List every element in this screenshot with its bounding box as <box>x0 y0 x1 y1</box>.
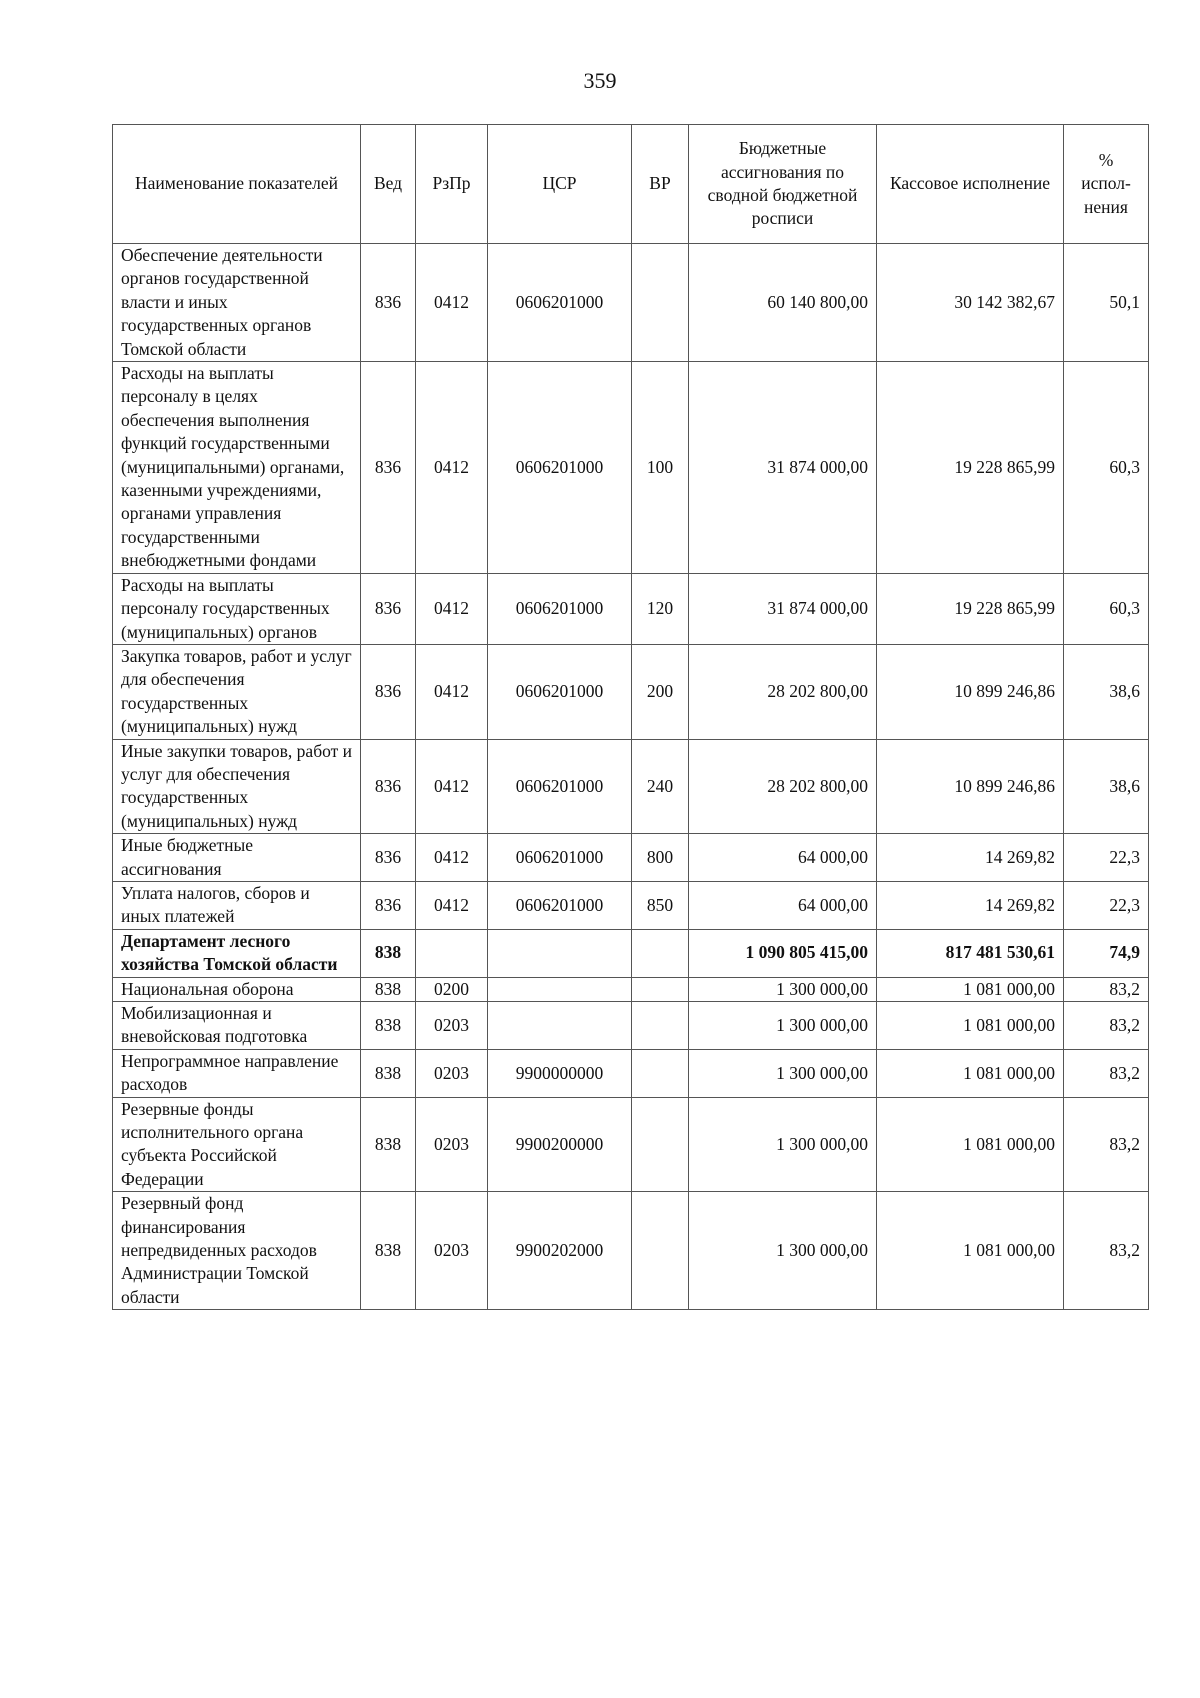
header-percent: % испол-нения <box>1064 125 1149 244</box>
page-number: 359 <box>583 68 617 93</box>
cell-cash: 19 228 865,99 <box>877 362 1064 574</box>
cell-cash: 1 081 000,00 <box>877 1097 1064 1192</box>
table-row <box>113 1049 1149 1097</box>
header-row <box>113 125 1149 244</box>
cell-cash: 1 081 000,00 <box>877 1192 1064 1310</box>
cell-ved: 836 <box>361 244 416 362</box>
cell-ved: 838 <box>361 1097 416 1192</box>
cell-csr: 9900202000 <box>488 1192 632 1310</box>
cell-cash: 14 269,82 <box>877 881 1064 929</box>
cell-rzpr: 0200 <box>416 977 488 1001</box>
cell-assign: 1 090 805 415,00 <box>689 929 877 977</box>
cell-cash: 19 228 865,99 <box>877 573 1064 644</box>
cell-vr <box>632 1097 689 1192</box>
cell-cash: 1 081 000,00 <box>877 1049 1064 1097</box>
cell-assign: 1 300 000,00 <box>689 1097 877 1192</box>
cell-name: Расходы на выплаты персоналу государственных (муниципальных) органов <box>113 573 361 644</box>
cell-name: Закупка товаров, работ и услуг для обеспечения государственных (муниципальных) нужд <box>113 644 361 739</box>
header-rzpr: РзПр <box>416 125 488 244</box>
cell-csr <box>488 929 632 977</box>
cell-ved: 838 <box>361 977 416 1001</box>
cell-ved: 836 <box>361 881 416 929</box>
cell-rzpr: 0203 <box>416 1192 488 1310</box>
cell-name: Расходы на выплаты персоналу в целях обеспечения выполнения функций государственными (муниципальными) органами, казенными учреждениями, органами управления государственными внебюджетными фондами <box>113 362 361 574</box>
cell-vr <box>632 1192 689 1310</box>
table-row <box>113 644 1149 739</box>
cell-ved: 838 <box>361 1192 416 1310</box>
cell-vr: 850 <box>632 881 689 929</box>
cell-pct: 74,9 <box>1064 929 1149 977</box>
cell-assign: 64 000,00 <box>689 881 877 929</box>
budget-table <box>112 124 1149 1310</box>
table-row <box>113 739 1149 834</box>
cell-ved: 836 <box>361 573 416 644</box>
cell-pct: 83,2 <box>1064 977 1149 1001</box>
table-row <box>113 362 1149 574</box>
cell-assign: 31 874 000,00 <box>689 573 877 644</box>
cell-csr <box>488 1002 632 1050</box>
table-row <box>113 977 1149 1001</box>
cell-pct: 22,3 <box>1064 834 1149 882</box>
cell-vr: 800 <box>632 834 689 882</box>
cell-vr <box>632 1049 689 1097</box>
table-row <box>113 1097 1149 1192</box>
cell-ved: 836 <box>361 644 416 739</box>
cell-pct: 60,3 <box>1064 573 1149 644</box>
header-name: Наименование показателей <box>113 125 361 244</box>
cell-pct: 83,2 <box>1064 1192 1149 1310</box>
cell-ved: 838 <box>361 1002 416 1050</box>
cell-assign: 31 874 000,00 <box>689 362 877 574</box>
table-row <box>113 573 1149 644</box>
cell-name: Департамент лесного хозяйства Томской области <box>113 929 361 977</box>
cell-pct: 83,2 <box>1064 1049 1149 1097</box>
header-csr: ЦСР <box>488 125 632 244</box>
cell-name: Уплата налогов, сборов и иных платежей <box>113 881 361 929</box>
cell-csr: 9900200000 <box>488 1097 632 1192</box>
cell-rzpr: 0412 <box>416 834 488 882</box>
cell-csr: 0606201000 <box>488 244 632 362</box>
cell-pct: 22,3 <box>1064 881 1149 929</box>
cell-rzpr: 0412 <box>416 244 488 362</box>
table-row <box>113 244 1149 362</box>
table-row <box>113 1192 1149 1310</box>
table-row <box>113 881 1149 929</box>
cell-csr: 0606201000 <box>488 644 632 739</box>
cell-csr: 0606201000 <box>488 362 632 574</box>
cell-ved: 838 <box>361 929 416 977</box>
cell-rzpr: 0412 <box>416 739 488 834</box>
cell-rzpr: 0412 <box>416 362 488 574</box>
cell-assign: 1 300 000,00 <box>689 1002 877 1050</box>
cell-csr: 0606201000 <box>488 881 632 929</box>
cell-vr <box>632 1002 689 1050</box>
cell-pct: 38,6 <box>1064 644 1149 739</box>
cell-pct: 83,2 <box>1064 1097 1149 1192</box>
cell-cash: 1 081 000,00 <box>877 1002 1064 1050</box>
cell-name: Национальная оборона <box>113 977 361 1001</box>
cell-pct: 83,2 <box>1064 1002 1149 1050</box>
cell-cash: 30 142 382,67 <box>877 244 1064 362</box>
cell-vr: 240 <box>632 739 689 834</box>
cell-pct: 50,1 <box>1064 244 1149 362</box>
header-assignments: Бюджетные ассигнования по сводной бюджетной росписи <box>689 125 877 244</box>
cell-csr: 0606201000 <box>488 573 632 644</box>
header-cash-execution: Кассовое исполнение <box>877 125 1064 244</box>
cell-name: Иные закупки товаров, работ и услуг для обеспечения государственных (муниципальных) нужд <box>113 739 361 834</box>
cell-assign: 28 202 800,00 <box>689 644 877 739</box>
cell-name: Иные бюджетные ассигнования <box>113 834 361 882</box>
cell-csr: 0606201000 <box>488 739 632 834</box>
cell-vr: 200 <box>632 644 689 739</box>
cell-pct: 38,6 <box>1064 739 1149 834</box>
cell-csr <box>488 977 632 1001</box>
cell-ved: 836 <box>361 834 416 882</box>
cell-rzpr: 0412 <box>416 573 488 644</box>
cell-ved: 836 <box>361 362 416 574</box>
cell-cash: 14 269,82 <box>877 834 1064 882</box>
cell-ved: 838 <box>361 1049 416 1097</box>
cell-name: Обеспечение деятельности органов государственной власти и иных государственных органов Томской области <box>113 244 361 362</box>
cell-assign: 64 000,00 <box>689 834 877 882</box>
cell-ved: 836 <box>361 739 416 834</box>
cell-rzpr: 0203 <box>416 1002 488 1050</box>
cell-assign: 1 300 000,00 <box>689 1049 877 1097</box>
cell-vr <box>632 977 689 1001</box>
cell-csr: 0606201000 <box>488 834 632 882</box>
table-row <box>113 1002 1149 1050</box>
cell-vr: 120 <box>632 573 689 644</box>
cell-cash: 817 481 530,61 <box>877 929 1064 977</box>
cell-vr: 100 <box>632 362 689 574</box>
cell-name: Резервный фонд финансирования непредвиденных расходов Администрации Томской области <box>113 1192 361 1310</box>
cell-assign: 1 300 000,00 <box>689 977 877 1001</box>
cell-rzpr: 0203 <box>416 1097 488 1192</box>
table-row <box>113 834 1149 882</box>
cell-name: Резервные фонды исполнительного органа субъекта Российской Федерации <box>113 1097 361 1192</box>
cell-name: Мобилизационная и вневойсковая подготовка <box>113 1002 361 1050</box>
cell-rzpr: 0203 <box>416 1049 488 1097</box>
cell-assign: 60 140 800,00 <box>689 244 877 362</box>
cell-cash: 1 081 000,00 <box>877 977 1064 1001</box>
table-row <box>113 929 1149 977</box>
cell-cash: 10 899 246,86 <box>877 739 1064 834</box>
header-ved: Вед <box>361 125 416 244</box>
cell-vr <box>632 244 689 362</box>
cell-pct: 60,3 <box>1064 362 1149 574</box>
header-vr: ВР <box>632 125 689 244</box>
cell-cash: 10 899 246,86 <box>877 644 1064 739</box>
cell-rzpr: 0412 <box>416 881 488 929</box>
cell-rzpr <box>416 929 488 977</box>
cell-assign: 28 202 800,00 <box>689 739 877 834</box>
cell-assign: 1 300 000,00 <box>689 1192 877 1310</box>
cell-name: Непрограммное направление расходов <box>113 1049 361 1097</box>
cell-vr <box>632 929 689 977</box>
cell-csr: 9900000000 <box>488 1049 632 1097</box>
cell-rzpr: 0412 <box>416 644 488 739</box>
